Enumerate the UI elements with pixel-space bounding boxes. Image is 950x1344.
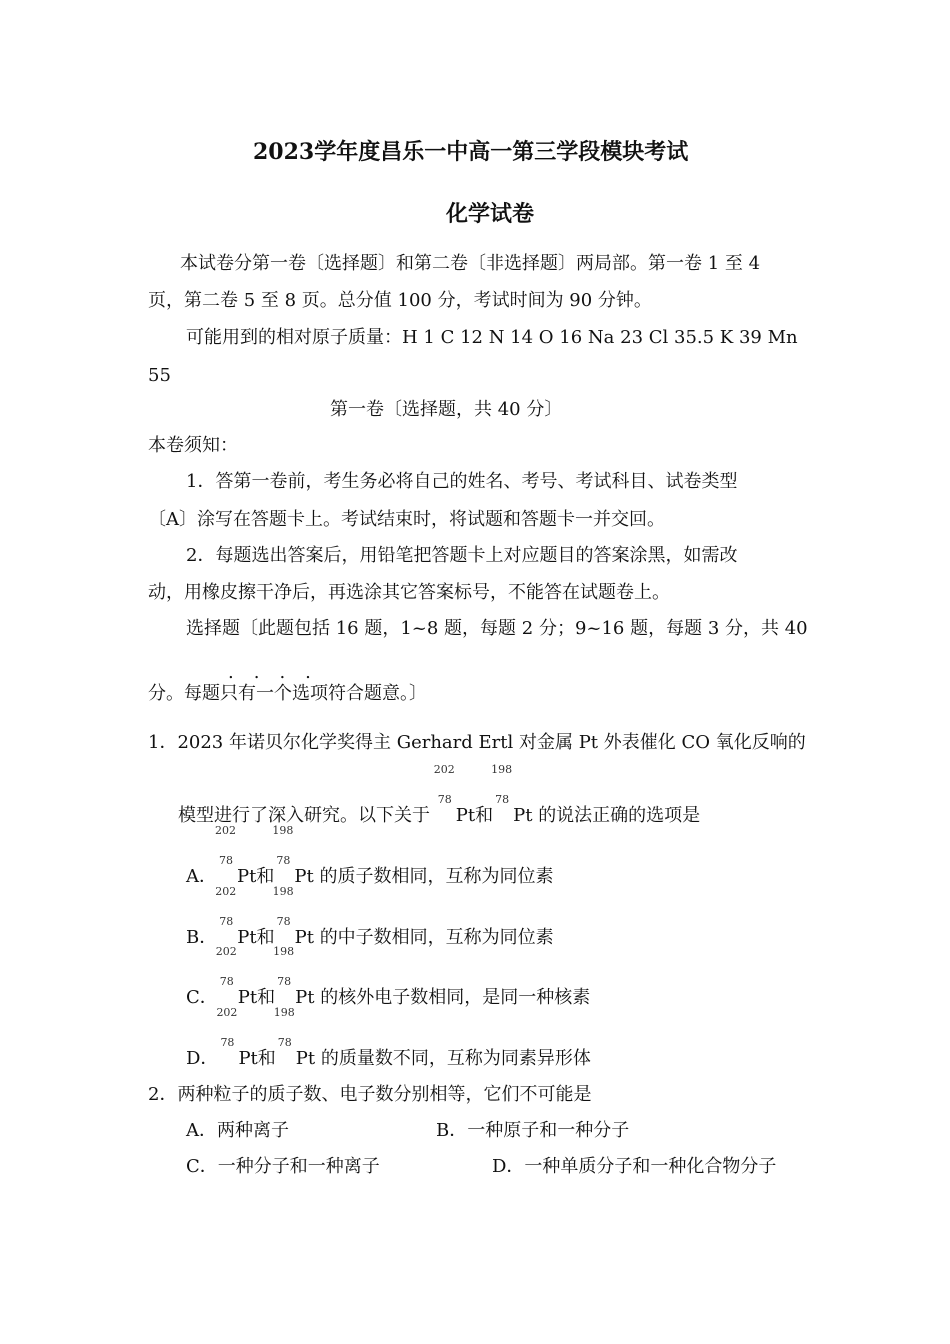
conjunction: 和 <box>256 927 275 948</box>
atomic-mass-line-1: 可能用到的相对原子质量：H 1 C 12 N 14 O 16 Na 23 Cl 35.5 K 39 Mn <box>186 327 798 348</box>
mass-number: 198 <box>273 1006 295 1019</box>
exam-subtitle: 化学试卷 <box>446 201 535 227</box>
exam-title: 2023学年度昌乐一中高一第三学段模块考试 <box>253 139 689 165</box>
option-label: B． <box>186 927 218 948</box>
intro-line-1: 本试卷分第一卷〔选择题〕和第二卷〔非选择题〕两局部。第一卷 1 至 4 <box>180 253 761 274</box>
q2-stem: 2．两种粒子的质子数、电子数分别相等，它们不可能是 <box>148 1084 592 1105</box>
choice-instructions-line-1: 选择题〔此题包括 16 题，1~8 题，每题 2 分；9~16 题，每题 3 分，共 40 <box>186 618 808 639</box>
conjunction: 和 <box>257 987 276 1008</box>
atomic-number: 78 <box>437 793 452 806</box>
q1-option-d <box>186 1006 591 1071</box>
option-text: 的中子数相同，互称为同位素 <box>319 927 554 948</box>
q1-stem-line-2 <box>178 763 701 828</box>
isotope-pt-198 <box>491 763 533 828</box>
mass-number: 202 <box>215 824 236 837</box>
option-text: 的质量数不同，互称为同素异形体 <box>320 1048 591 1069</box>
element-symbol: Pt <box>295 987 315 1008</box>
element-symbol: Pt <box>295 1048 316 1069</box>
q2-option-d: D．一种单质分子和一种化合物分子 <box>492 1156 777 1177</box>
intro-line-2: 页，第二卷 5 至 8 页。总分值 100 分，考试时间为 90 分钟。 <box>148 290 652 311</box>
conjunction: 和 <box>257 1048 276 1069</box>
q1-option-c <box>186 945 591 1010</box>
atomic-number: 78 <box>276 915 291 928</box>
q1-stem-prefix: 模型进行了深入研究。以下关于 <box>178 805 436 826</box>
element-symbol: Pt <box>238 1048 258 1069</box>
atomic-number: 78 <box>219 854 233 867</box>
atomic-mass-line-2: 55 <box>148 365 171 386</box>
choice-instructions-line-2: 分。每题只有一个选项符合题意。〕 <box>148 683 427 704</box>
q1-stem-line-1: 1．2023 年诺贝尔化学奖得主 Gerhard Ertl 对金属 Pt 外表催化 CO 氧化反响的 <box>148 732 806 753</box>
element-symbol: Pt <box>237 987 258 1008</box>
option-label: C． <box>186 987 218 1008</box>
mass-number: 198 <box>272 824 294 837</box>
mass-number: 202 <box>216 1006 238 1019</box>
note-1-line-2: 〔A〕涂写在答题卡上。考试结束时，将试题和答题卡一并交回。 <box>148 509 665 530</box>
conjunction: 和 <box>475 805 494 826</box>
isotope-pt-198 <box>273 1006 316 1071</box>
atomic-number: 78 <box>219 975 234 988</box>
q1-option-a <box>186 824 554 889</box>
option-text: 的核外电子数相同，是同一种核素 <box>320 987 591 1008</box>
option-label: A． <box>186 866 217 887</box>
emphasis-dots: .... <box>228 662 331 683</box>
element-symbol: Pt <box>237 866 257 887</box>
atomic-number: 78 <box>277 975 292 988</box>
element-symbol: Pt <box>294 866 314 887</box>
conjunction: 和 <box>256 866 275 887</box>
q2-option-a: A．两种离子 <box>186 1120 289 1141</box>
q2-option-c: C．一种分子和一种离子 <box>186 1156 380 1177</box>
atomic-number: 78 <box>495 793 510 806</box>
note-1-line-1: 1．答第一卷前，考生务必将自己的姓名、考号、考试科目、试卷类型 <box>186 471 738 492</box>
atomic-number: 78 <box>277 1036 292 1049</box>
notice-label: 本卷须知： <box>148 435 238 456</box>
q1-stem-suffix: 的说法正确的选项是 <box>538 805 701 826</box>
mass-number: 202 <box>433 763 455 776</box>
note-2-line-2: 动，用橡皮擦干净后，再选涂其它答案标号，不能答在试题卷上。 <box>148 582 670 603</box>
element-symbol: Pt <box>237 927 257 948</box>
q2-option-b: B．一种原子和一种分子 <box>436 1120 630 1141</box>
mass-number: 202 <box>215 945 237 958</box>
mass-number: 198 <box>491 763 513 776</box>
isotope-pt-202 <box>216 1006 258 1071</box>
element-symbol: Pt <box>513 805 533 826</box>
mass-number: 202 <box>215 885 237 898</box>
element-symbol: Pt <box>455 805 476 826</box>
mass-number: 198 <box>272 885 294 898</box>
atomic-number: 78 <box>220 1036 235 1049</box>
isotope-pt-202 <box>433 763 476 828</box>
atomic-number: 78 <box>276 854 291 867</box>
mass-number: 198 <box>273 945 295 958</box>
part1-heading: 第一卷〔选择题，共 40 分〕 <box>330 399 563 420</box>
q1-option-b <box>186 885 554 950</box>
option-label: D． <box>186 1048 219 1069</box>
option-text: 的质子数相同，互称为同位素 <box>319 866 554 887</box>
note-2-line-1: 2．每题选出答案后，用铅笔把答题卡上对应题目的答案涂黑，如需改 <box>186 545 738 566</box>
atomic-number: 78 <box>219 915 234 928</box>
element-symbol: Pt <box>294 927 314 948</box>
